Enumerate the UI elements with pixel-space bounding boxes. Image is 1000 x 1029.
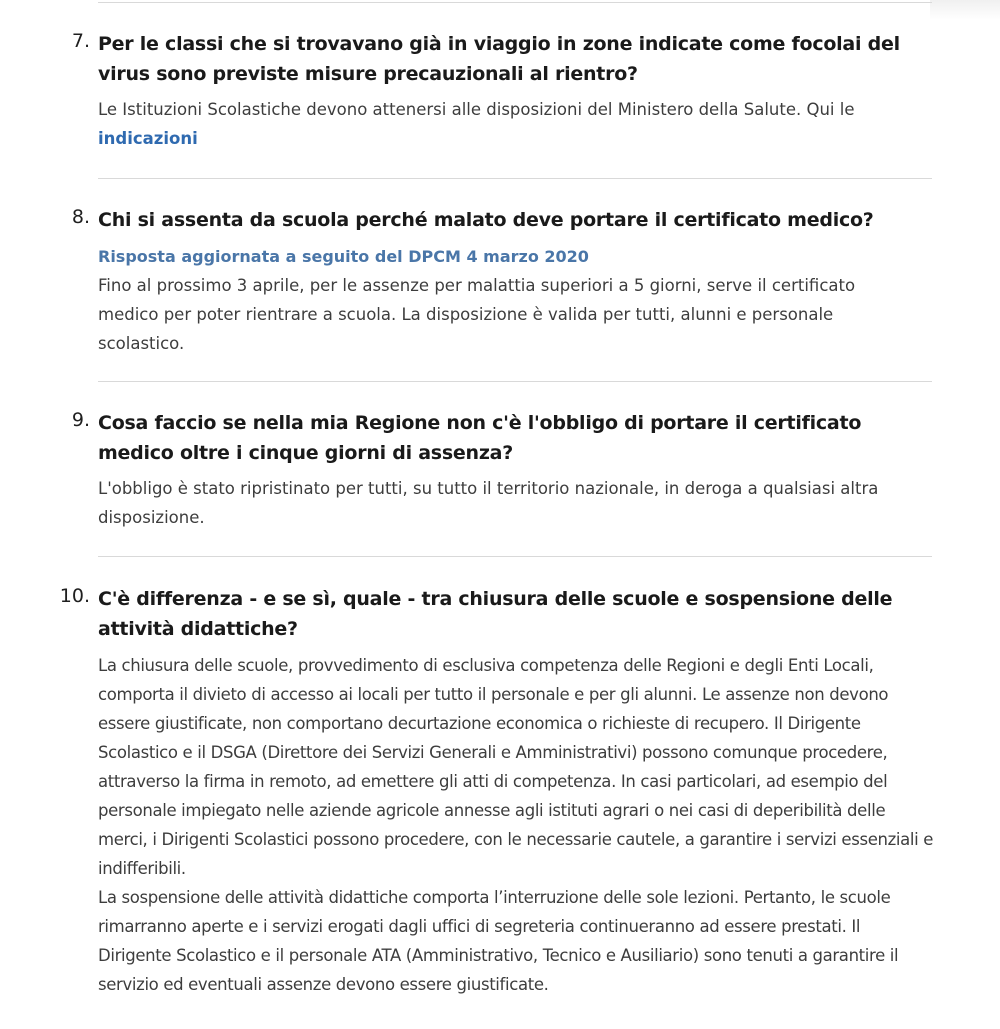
- faq-body: [98, 408, 934, 532]
- top-edge-shadow: [930, 0, 1000, 20]
- faq-answer: [98, 95, 888, 153]
- faq-update-note: Risposta aggiornata a seguito del DPCM 4 marzo 2020: [98, 247, 589, 266]
- faq-answer-text: Le Istituzioni Scolastiche devono attenersi alle disposizioni del Ministero della Salute. Qui le: [98, 100, 855, 119]
- divider: [98, 2, 932, 3]
- faq-question: C'è differenza - e se sì, quale - tra chiusura delle scuole e sospensione delle attività didattiche?: [98, 588, 893, 640]
- divider: [98, 178, 932, 179]
- faq-answer-paragraph-1: La chiusura delle scuole, provvedimento di esclusiva competenza delle Regioni e degli Enti Locali, comporta il divieto di accesso ai locali per tutto il personale e per gli alunni. Le assenze non devono essere giustificate, non comportano decurtazione economica o richieste di recupero. Il Dirigente Scolastico e il DSGA (Direttore dei Servizi Generali e Amministrativi) possono comunque procedere, attraverso la firma in remoto, ad emettere gli atti di competenza. In casi particolari, ad esempio del personale impiegato nelle aziende agricole annesse agli istituti agrari o nei casi di deperibilità delle merci, i Dirigenti Scolastici possono procedere, con le necessarie cautele, a garantire i servizi essenziali e indifferibili.: [98, 656, 934, 878]
- faq-body: [98, 584, 934, 999]
- faq-question: Per le classi che si trovavano già in viaggio in zone indicate come focolai del virus sono previste misure precauzionali al rientro?: [98, 33, 900, 85]
- faq-number: 9.: [71, 409, 90, 431]
- faq-question: Chi si assenta da scuola perché malato deve portare il certificato medico?: [98, 209, 874, 231]
- divider: [98, 556, 932, 557]
- faq-number: 8.: [71, 206, 90, 228]
- divider: [98, 381, 932, 382]
- faq-answer: L'obbligo è stato ripristinato per tutti, su tutto il territorio nazionale, in deroga a qualsiasi altra disposizione.: [98, 479, 879, 527]
- faq-body: [98, 29, 934, 153]
- faq-number: 10.: [59, 585, 90, 607]
- faq-question: Cosa faccio se nella mia Regione non c'è l'obbligo di portare il certificato medico oltre i cinque giorni di assenza?: [98, 412, 862, 464]
- faq-body: [98, 205, 934, 358]
- indicazioni-link[interactable]: indicazioni: [98, 129, 198, 148]
- faq-answer-paragraph-2: La sospensione delle attività didattiche comporta l’interruzione delle sole lezioni. Pertanto, le scuole rimarranno aperte e i servizi erogati dagli uffici di segreteria continueranno ad essere prestati. Il Dirigente Scolastico e il personale ATA (Amministrativo, Tecnico e Ausiliario) sono tenuti a garantire il servizio ed eventuali assenze devono essere giustificate.: [98, 888, 899, 994]
- faq-number: 7.: [71, 30, 90, 52]
- faq-answer: Fino al prossimo 3 aprile, per le assenze per malattia superiori a 5 giorni, serve il certificato medico per poter rientrare a scuola. La disposizione è valida per tutti, alunni e personale scolastico.: [98, 276, 856, 353]
